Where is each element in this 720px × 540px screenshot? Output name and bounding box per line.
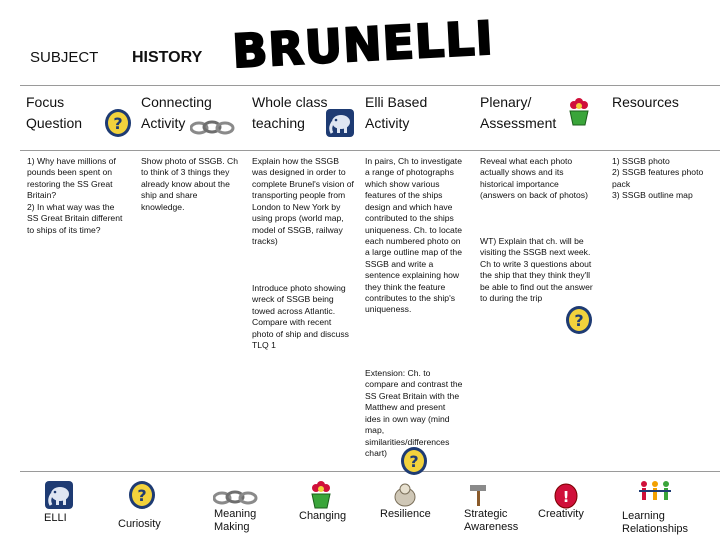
legend-meaning-making: Meaning Making [214, 508, 257, 534]
focus-question-body [27, 156, 127, 236]
focus-question-1: 1) Why have millions of pounds been spent on restoring the SS Great Britain? [27, 156, 116, 201]
legend-resilience: Resilience [380, 508, 431, 520]
flower-pot-icon [565, 95, 595, 127]
heading-whole-class-teaching: Whole class teaching [252, 94, 328, 131]
hammer-icon [466, 482, 492, 508]
creativity-icon [553, 482, 579, 510]
teaching-body [252, 156, 355, 247]
legend-learning-relationships: Learning Relationships [622, 510, 689, 536]
svg-text:!: ! [562, 488, 570, 506]
teaching-text-2: Introduce photo showing wreck of SSGB being towed across Atlantic. Compare with recent photo of ship and discuss TLQ 1 [252, 283, 349, 351]
heading-elli-based-activity: Elli Based Activity [365, 94, 428, 131]
legend-rule [20, 471, 720, 472]
plenary-text-1: Reveal what each photo actually shows and its historical importance (answers on back of photos) [480, 156, 588, 201]
svg-text:BRUNELLI: BRUNELLI [230, 12, 495, 68]
resources-body [612, 156, 712, 202]
resilience-icon [392, 482, 418, 508]
elli-activity-text-2: Extension: Ch. to compare and contrast the SS Great Britain with the Matthew and present ides in own way (mind map, similarities/differences chart) [365, 368, 463, 458]
question-mark-icon [400, 446, 428, 476]
legend-curiosity: Curiosity [118, 518, 161, 530]
chain-links-icon [213, 488, 259, 508]
resource-item-2: 2) SSGB features photo pack [612, 167, 704, 189]
question-mark-icon [128, 480, 156, 510]
chain-links-icon [190, 118, 236, 138]
resource-item-1: 1) SSGB photo [612, 156, 670, 166]
subject-value: HISTORY [132, 49, 203, 66]
legend-strategic-awareness: Strategic Awareness [464, 508, 519, 534]
question-mark-icon [565, 305, 593, 335]
elephant-icon [325, 108, 355, 138]
resource-item-3: 3) SSGB outline map [612, 190, 693, 201]
legend-elli: ELLI [44, 512, 67, 524]
plenary-text-2: WT) Explain that ch. will be visiting the SSGB next week. Ch to write 3 questions about the ship that they think they'll be able to find out the answer to during the trip [480, 236, 593, 304]
brand-logo [228, 12, 518, 73]
heading-focus-question: Focus Question [26, 94, 83, 131]
heading-rule [20, 150, 720, 151]
legend-changing: Changing [299, 510, 347, 522]
question-mark-icon [104, 108, 132, 138]
connecting-activity-text: Show photo of SSGB. Ch to think of 3 things they already know about the ship and share knowledge. [141, 156, 238, 212]
legend-creativity: Creativity [538, 508, 584, 520]
header-rule [20, 85, 720, 86]
people-icon [637, 478, 673, 508]
flower-pot-icon [307, 478, 337, 510]
heading-plenary-assessment: Plenary/ Assessment [480, 94, 557, 131]
heading-connecting-activity: Connecting Activity [141, 94, 212, 131]
teaching-text-1: Explain how the SSGB was designed in order to complete Brunel's vision of transporting people from London to New York by using props (world map, model of SSGB, railway tracks) [252, 156, 354, 246]
heading-resources: Resources [612, 94, 679, 110]
subject-label: SUBJECT [30, 49, 99, 66]
elli-activity-text-1: In pairs, Ch to investigate a range of photographs which show various features of the ships design and which have contributed to the ships uniqueness. Ch. to locate each numbered photo on a large outline map of the SSGB and write a sentence explaining how they think the feature contributes to the ship's uniqueness. [365, 156, 462, 315]
elephant-icon [44, 480, 74, 510]
connecting-activity-body [141, 156, 241, 213]
focus-question-2: 2) In what way was the SS Great Britain different to ships of its time? [27, 201, 123, 235]
